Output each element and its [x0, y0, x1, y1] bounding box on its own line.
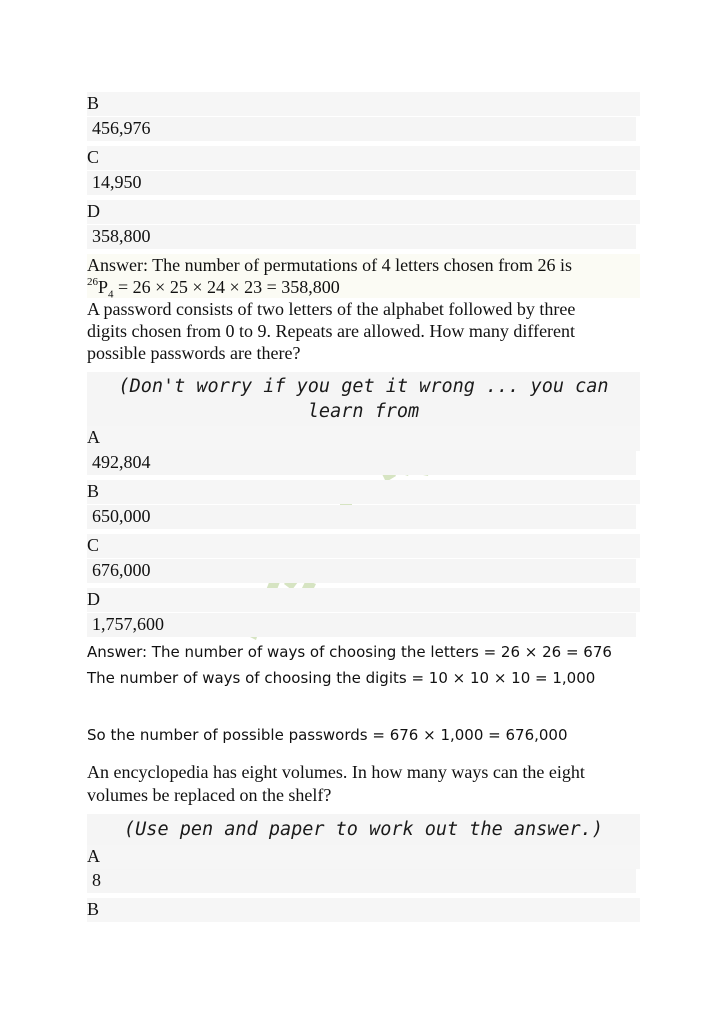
q2-option-c-value: 676,000 [87, 559, 636, 583]
q2-answer-line-3: So the number of possible passwords = 676 × 1,000 = 676,000 [87, 726, 568, 744]
answer-line-1: Answer: The number of permutations of 4 letters chosen from 26 is [87, 254, 640, 276]
option-d-value: 358,800 [87, 225, 636, 249]
option-b-letter: B [87, 92, 640, 116]
q2-option-d-value: 1,757,600 [87, 613, 636, 637]
option-c-letter: C [87, 146, 640, 170]
answer-line-2 [87, 276, 640, 301]
question-2-line-1: A password consists of two letters of the alphabet followed by three [87, 299, 576, 319]
q2-option-d-letter: D [87, 588, 640, 612]
q3-option-a-letter: A [87, 845, 640, 869]
answer-superscript: 26 [87, 276, 98, 288]
answer-subscript: 4 [108, 288, 114, 301]
q3-option-a-value: 8 [87, 869, 636, 893]
q2-answer-line-2: The number of ways of choosing the digits = 10 × 10 × 10 = 1,000 [87, 669, 596, 687]
q2-option-c-letter: C [87, 534, 640, 558]
question-3-line-1: An encyclopedia has eight volumes. In how many ways can the eight [87, 762, 585, 782]
question-2-line-3: possible passwords are there? [87, 343, 301, 363]
hint-line-1: (Don't worry if you get it wrong ... you can learn from [118, 376, 609, 422]
q2-option-a-value: 492,804 [87, 451, 636, 475]
q2-option-b-value: 650,000 [87, 505, 636, 529]
q2-answer-line-1: Answer: The number of ways of choosing the letters = 26 × 26 = 676 [87, 643, 612, 661]
answer-p: P [98, 277, 109, 297]
q2-option-a-letter: A [87, 426, 640, 450]
answer-equation: = 26 × 25 × 24 × 23 = 358,800 [113, 277, 340, 297]
option-c-value: 14,950 [87, 171, 636, 195]
question-3-line-2: volumes be replaced on the shelf? [87, 785, 332, 805]
option-b-value: 456,976 [87, 117, 636, 141]
q3-option-b-letter: B [87, 898, 640, 922]
q2-option-b-letter: B [87, 480, 640, 504]
option-d-letter: D [87, 200, 640, 224]
question-2-line-2: digits chosen from 0 to 9. Repeats are allowed. How many different [87, 321, 576, 341]
question-3-hint: (Use pen and paper to work out the answer.) [87, 814, 640, 846]
